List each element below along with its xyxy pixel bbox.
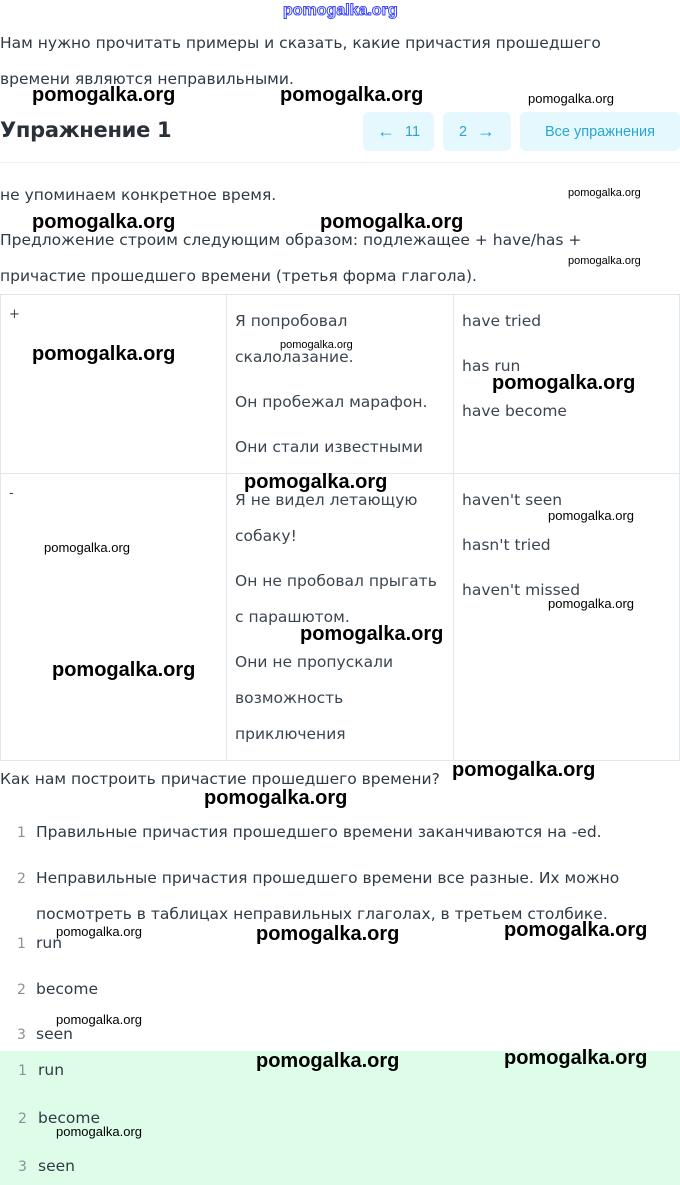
- example-text: с парашютом.: [235, 608, 350, 626]
- list-number: 2: [17, 982, 26, 998]
- watermark: pomogalka.org: [320, 211, 464, 233]
- example-text: Я попробовал: [235, 312, 348, 330]
- form-text: haven't seen: [462, 491, 563, 509]
- list-item: run: [36, 934, 63, 952]
- arrow-left-icon: ←: [376, 121, 395, 141]
- task-text-line2: времени являются неправильными.: [0, 70, 294, 88]
- arrow-right-icon: →: [477, 121, 496, 141]
- watermark: pomogalka.org: [568, 255, 641, 267]
- example-text: Я не видел летающую: [235, 491, 418, 509]
- list-item: become: [36, 980, 99, 998]
- list-item: Правильные причастия прошедшего времени заканчиваются на -ed.: [36, 823, 602, 841]
- watermark: pomogalka.org: [32, 84, 176, 106]
- answer-item: run: [38, 1061, 65, 1079]
- example-text: Он не пробовал прыгать: [235, 572, 437, 590]
- watermark: pomogalka.org: [504, 919, 648, 941]
- watermark: pomogalka.org: [528, 91, 614, 106]
- all-exercises-label: Все упражнения: [545, 123, 655, 140]
- form-text: hasn't tried: [462, 536, 551, 554]
- sign-minus: -: [9, 486, 14, 501]
- example-text: собаку!: [235, 527, 297, 545]
- task-text-line1: Нам нужно прочитать примеры и сказать, какие причастия прошедшего: [0, 34, 601, 52]
- watermark: pomogalka.org: [56, 1012, 142, 1027]
- answer-item: seen: [38, 1157, 75, 1175]
- prev-exercise-label: 11: [404, 123, 421, 140]
- rule-line1: Предложение строим следующим образом: подлежащее + have/has +: [0, 231, 582, 249]
- watermark: pomogalka.org: [300, 623, 444, 645]
- watermark: pomogalka.org: [548, 508, 634, 523]
- example-text: Он пробежал марафон.: [235, 393, 428, 411]
- table-cell-sign: [0, 473, 227, 761]
- list-item: seen: [36, 1025, 73, 1043]
- form-text: have tried: [462, 312, 542, 330]
- watermark: pomogalka.org: [44, 540, 130, 555]
- example-text: приключения: [235, 725, 346, 743]
- watermark: pomogalka.org: [32, 211, 176, 233]
- table-cell-sign: [0, 294, 227, 474]
- watermark: pomogalka.org: [548, 596, 634, 611]
- example-text: скалолазание.: [235, 348, 354, 366]
- watermark: pomogalka.org: [256, 1050, 400, 1072]
- watermark: pomogalka.org: [204, 787, 348, 809]
- list-number: 2: [17, 871, 26, 887]
- watermark: pomogalka.org: [256, 923, 400, 945]
- all-exercises-button[interactable]: [520, 112, 680, 151]
- form-text: has run: [462, 357, 521, 375]
- answer-number: 3: [18, 1159, 27, 1175]
- watermark: pomogalka.org: [52, 659, 196, 681]
- list-item: Неправильные причастия прошедшего времени все разные. Их можно: [36, 869, 620, 887]
- watermark: pomogalka.org: [492, 372, 636, 394]
- list-item: посмотреть в таблицах неправильных глаголах, в третьем столбике.: [36, 905, 608, 923]
- watermark: pomogalka.org: [568, 187, 641, 199]
- table-cell-examples: [226, 294, 454, 474]
- page-title: Упражнение 1: [0, 118, 172, 142]
- rule-line2: причастие прошедшего времени (третья форма глагола).: [0, 267, 477, 285]
- table-cell-examples: [226, 473, 454, 761]
- next-exercise-button[interactable]: [443, 112, 511, 151]
- next-exercise-label: 2: [458, 123, 468, 140]
- example-text: Они стали известными: [235, 438, 423, 456]
- answer-item: become: [38, 1109, 101, 1127]
- watermark: pomogalka.org: [56, 924, 142, 939]
- form-text: haven't missed: [462, 581, 581, 599]
- example-text: возможность: [235, 689, 344, 707]
- watermark-top: pomogalka.org: [283, 2, 398, 19]
- watermark: pomogalka.org: [504, 1047, 648, 1069]
- list-number: 3: [17, 1027, 26, 1043]
- watermark: pomogalka.org: [56, 1124, 142, 1139]
- answer-number: 1: [18, 1063, 27, 1079]
- answer-number: 2: [18, 1111, 27, 1127]
- watermark: pomogalka.org: [280, 339, 353, 351]
- watermark: pomogalka.org: [32, 343, 176, 365]
- watermark: pomogalka.org: [244, 471, 388, 493]
- form-text: have become: [462, 402, 567, 420]
- watermark: pomogalka.org: [280, 84, 424, 106]
- question-text: Как нам построить причастие прошедшего времени?: [0, 770, 440, 788]
- theory-line-partial: не упоминаем конкретное время.: [0, 186, 277, 204]
- example-text: Они не пропускали: [235, 653, 394, 671]
- watermark: pomogalka.org: [452, 759, 596, 781]
- list-number: 1: [17, 936, 26, 952]
- prev-exercise-button[interactable]: [363, 112, 434, 151]
- sign-plus: +: [9, 307, 20, 322]
- list-number: 1: [17, 825, 26, 841]
